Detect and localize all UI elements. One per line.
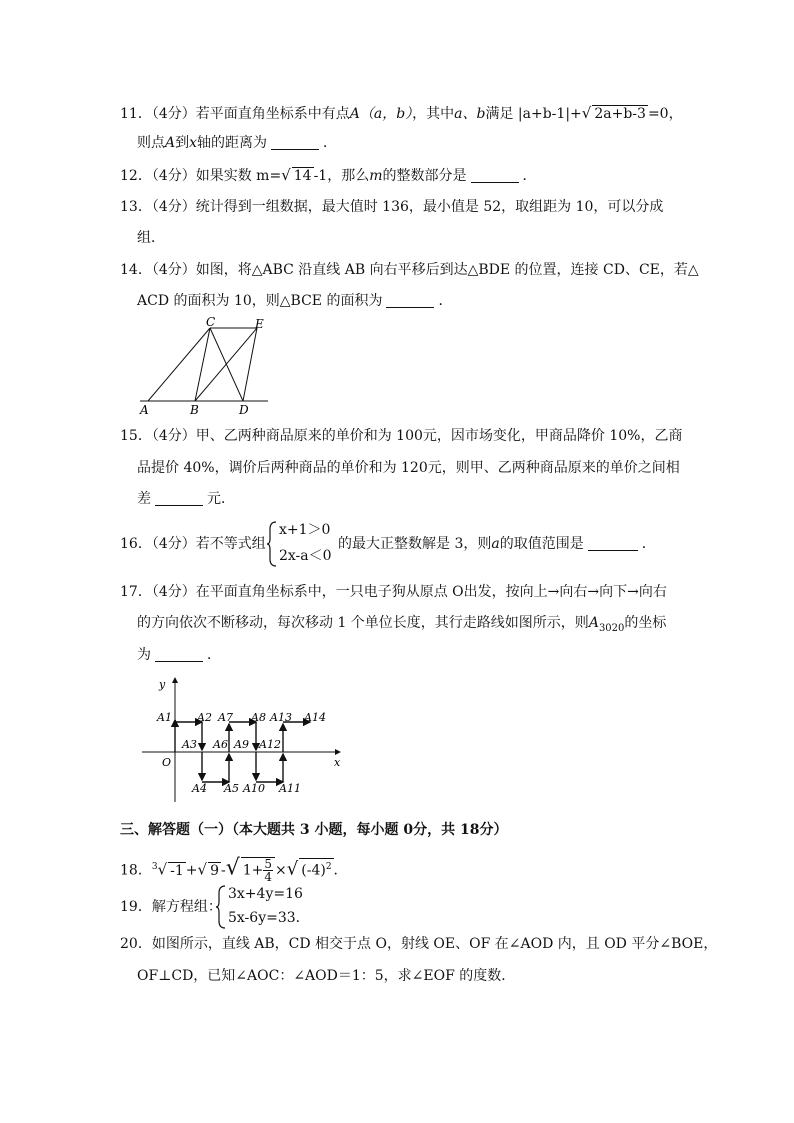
q20-line2: OF⊥CD，已知∠AOC：∠AOD＝1：5，求∠EOF 的度数． — [137, 968, 516, 984]
fraction-5-4: $\frac{5}{4}$ — [264, 857, 273, 884]
q19-brace — [215, 885, 227, 929]
q11-line1: 11．（4分）若平面直角坐标系中有点A（a，b），其中a、b满足 |a+b-1|+√ 2a+b-3 =0， — [120, 104, 683, 122]
q19-equation-2: 5x-6y=33． — [228, 910, 310, 926]
q14-segment-CB — [195, 328, 210, 401]
label-A9: A9 — [234, 738, 249, 751]
q19-equation-1: 3x+4y=16 — [228, 886, 303, 902]
q16-inequality-2: 2x-a＜0 — [279, 548, 332, 564]
label-A7: A7 — [218, 711, 233, 724]
q11-sqrt-expression: 2a+b-3 — [594, 106, 646, 122]
q17-path-figure — [142, 674, 352, 804]
q13-line1: 13．（4分）统计得到一组数据，最大值时 136，最小值是 52，取组距为 10，可以分成 — [120, 199, 664, 215]
sqrt-symbol: √ — [281, 166, 291, 184]
q17-answer-blank[interactable] — [155, 647, 203, 662]
label-A12: A12 — [259, 738, 281, 751]
sqrt-symbol: √ — [581, 104, 592, 122]
x-axis-label: x — [334, 756, 341, 769]
origin-label: O — [162, 756, 172, 769]
label-A5: A5 — [224, 782, 239, 795]
q14-segment-CD — [210, 328, 243, 401]
q16-prefix: 16．（4分）若不等式组 — [120, 536, 266, 552]
label-A4: A4 — [192, 782, 207, 795]
q16-suffix: 的最大正整数解是 3，则a的取值范围是 ． — [338, 536, 656, 552]
q14-label-C: C — [206, 316, 216, 329]
sqrt-symbol: √ — [225, 855, 240, 881]
q14-triangle-figure — [138, 316, 288, 416]
label-A3: A3 — [182, 738, 197, 751]
q16-brace — [266, 521, 278, 567]
label-A1: A1 — [157, 711, 172, 724]
label-A14: A14 — [304, 711, 326, 724]
section-3-title: 三、解答题（一）（本大题共 3 小题，每小题 0分，共 18分） — [120, 822, 508, 838]
q17-line3: 为 ． — [137, 647, 221, 663]
sqrt-symbol: √ — [286, 858, 299, 880]
q19-prefix: 19．解方程组： — [120, 899, 222, 915]
q15-answer-blank[interactable] — [155, 491, 203, 506]
q14-label-B: B — [190, 403, 199, 416]
q15-line1: 15．（4分）甲、乙两种商品原来的单价和为 100元，因市场变化，甲商品降价 10%，乙商 — [120, 428, 683, 444]
q12-answer-blank[interactable] — [471, 168, 519, 183]
q18-line: 18．$^3$√ -1 +√ 9 -√ 1+ $\frac{5}{4}$ ×√ $(-4)^2$ ． — [120, 855, 348, 884]
q12-sqrt-expression: 14 — [293, 168, 312, 184]
cbrt-symbol: √ — [157, 860, 168, 879]
sqrt-symbol: √ — [197, 860, 208, 879]
q16-inequality-1: x+1＞0 — [279, 522, 331, 538]
q17-walk-path — [175, 720, 310, 782]
label-A8: A8 — [251, 711, 266, 724]
q14-segment-AC — [148, 328, 210, 401]
q14-label-D: D — [239, 403, 249, 416]
label-A2: A2 — [197, 711, 212, 724]
q14-label-A: A — [140, 403, 149, 416]
q11-abs-expression: |a+b-1| — [517, 106, 571, 122]
q11-answer-blank[interactable] — [271, 135, 319, 150]
q17-line2: 的方向依次不断移动，每次移动 1 个单位长度，其行走路线如图所示，则$A_{3020}$的坐标 — [137, 615, 667, 634]
q11-line2: 则点A到x轴的距离为 ． — [137, 135, 338, 151]
q12-line: 12．（4分）如果实数 m=√ 14 -1，那么m的整数部分是 ． — [120, 166, 537, 184]
q14-answer-blank[interactable] — [386, 293, 434, 308]
label-A10: A10 — [243, 782, 265, 795]
label-A13: A13 — [270, 711, 292, 724]
q14-line1: 14．（4分）如图，将△ABC 沿直线 AB 向右平移后到达△BDE 的位置，连接 CD、CE，若△ — [120, 262, 699, 278]
q14-label-E: E — [255, 317, 264, 331]
q17-line1: 17．（4分）在平面直角坐标系中，一只电子狗从原点 O出发，按向上→向右→向下→向右 — [120, 584, 667, 600]
q13-line2: 组． — [137, 230, 165, 246]
q16-answer-blank[interactable] — [588, 536, 638, 551]
q14-segment-ED — [243, 328, 257, 401]
q15-line2: 品提价 40%，调价后两种商品的单价和为 120元，则甲、乙两种商品原来的单价之间相 — [137, 460, 680, 476]
y-axis-label: y — [159, 678, 166, 691]
label-A6: A6 — [213, 738, 228, 751]
q14-line2: ACD 的面积为 10，则△BCE 的面积为 ． — [137, 293, 453, 309]
q15-line3: 差 元． — [137, 491, 235, 507]
label-A11: A11 — [279, 782, 301, 795]
q20-line1: 20．如图所示，直线 AB，CD 相交于点 O，射线 OE、OF 在∠AOD 内，且 OD 平分∠BOE， — [120, 936, 718, 952]
